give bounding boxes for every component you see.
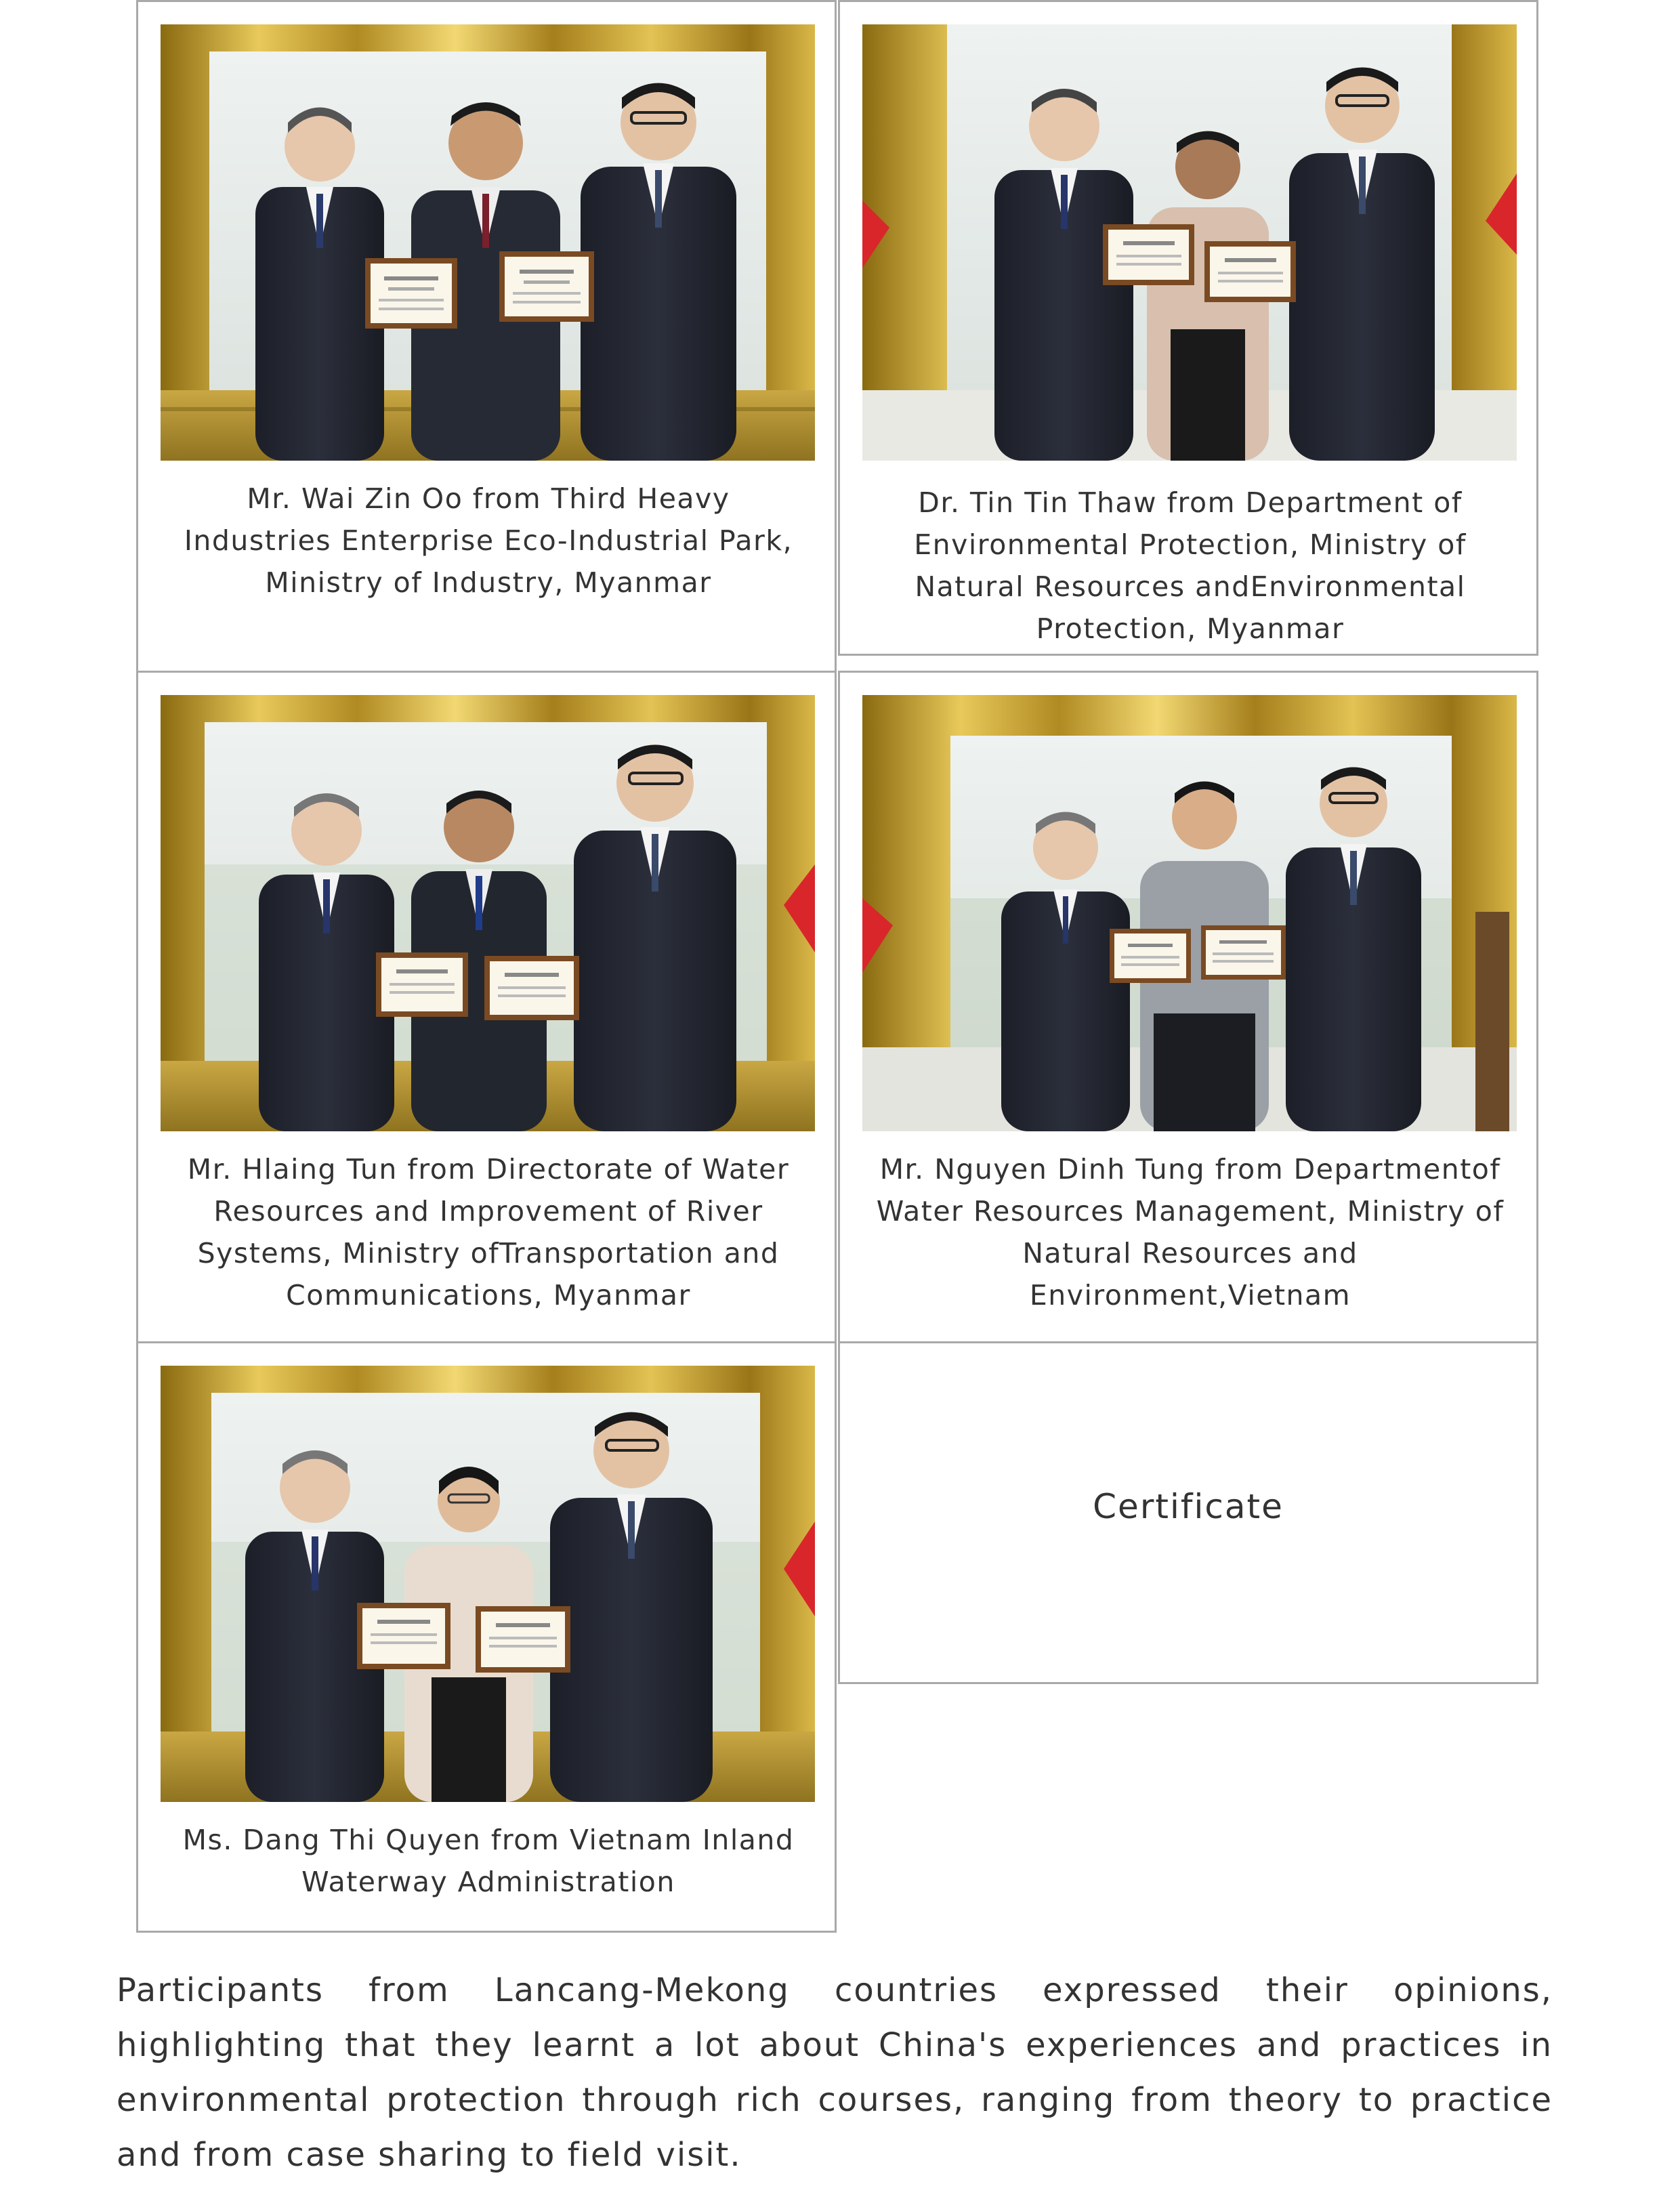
photo-caption-5: Ms. Dang Thi Quyen from Vietnam Inland Waterway Administration (182, 1824, 795, 1898)
photo-caption-1: Mr. Wai Zin Oo from Third Heavy Industries Enterprise Eco-Industrial Park, Ministry of Industry, Myanmar (184, 482, 793, 599)
award-photo-2 (862, 24, 1517, 461)
body-paragraph: Participants from Lancang-Mekong countries expressed their opinions, highlighting that they learnt a lot about China's experiences and practices in environmental protection through rich courses, ranging from theory to practice and from case sharing to field visit. (117, 1971, 1553, 2174)
photo-caption-3: Mr. Hlaing Tun from Directorate of Water Resources and Improvement of River Systems, Ministry ofTransportation and Communications, Myanmar (187, 1153, 790, 1312)
photo-caption-4: Mr. Nguyen Dinh Tung from Departmentof Water Resources Management, Ministry of Natural Resources and Environment,Vietnam (876, 1153, 1505, 1312)
award-photo-1 (161, 24, 815, 461)
certificate-label: Certificate (1093, 1487, 1284, 1526)
photo-cell-1 (136, 0, 837, 673)
photo-cell-3 (136, 671, 837, 1343)
award-photo-5 (161, 1366, 815, 1802)
photo-cell-4 (838, 671, 1538, 1343)
photo-caption-2: Dr. Tin Tin Thaw from Department of Environmental Protection, Ministry of Natural Resources andEnvironmental Protection, Myanmar (914, 486, 1467, 645)
certificate-cell (838, 1341, 1538, 1684)
award-photo-3 (161, 695, 815, 1131)
award-photo-4 (862, 695, 1517, 1131)
photo-cell-5 (136, 1341, 837, 1933)
photo-cell-2 (838, 0, 1538, 656)
